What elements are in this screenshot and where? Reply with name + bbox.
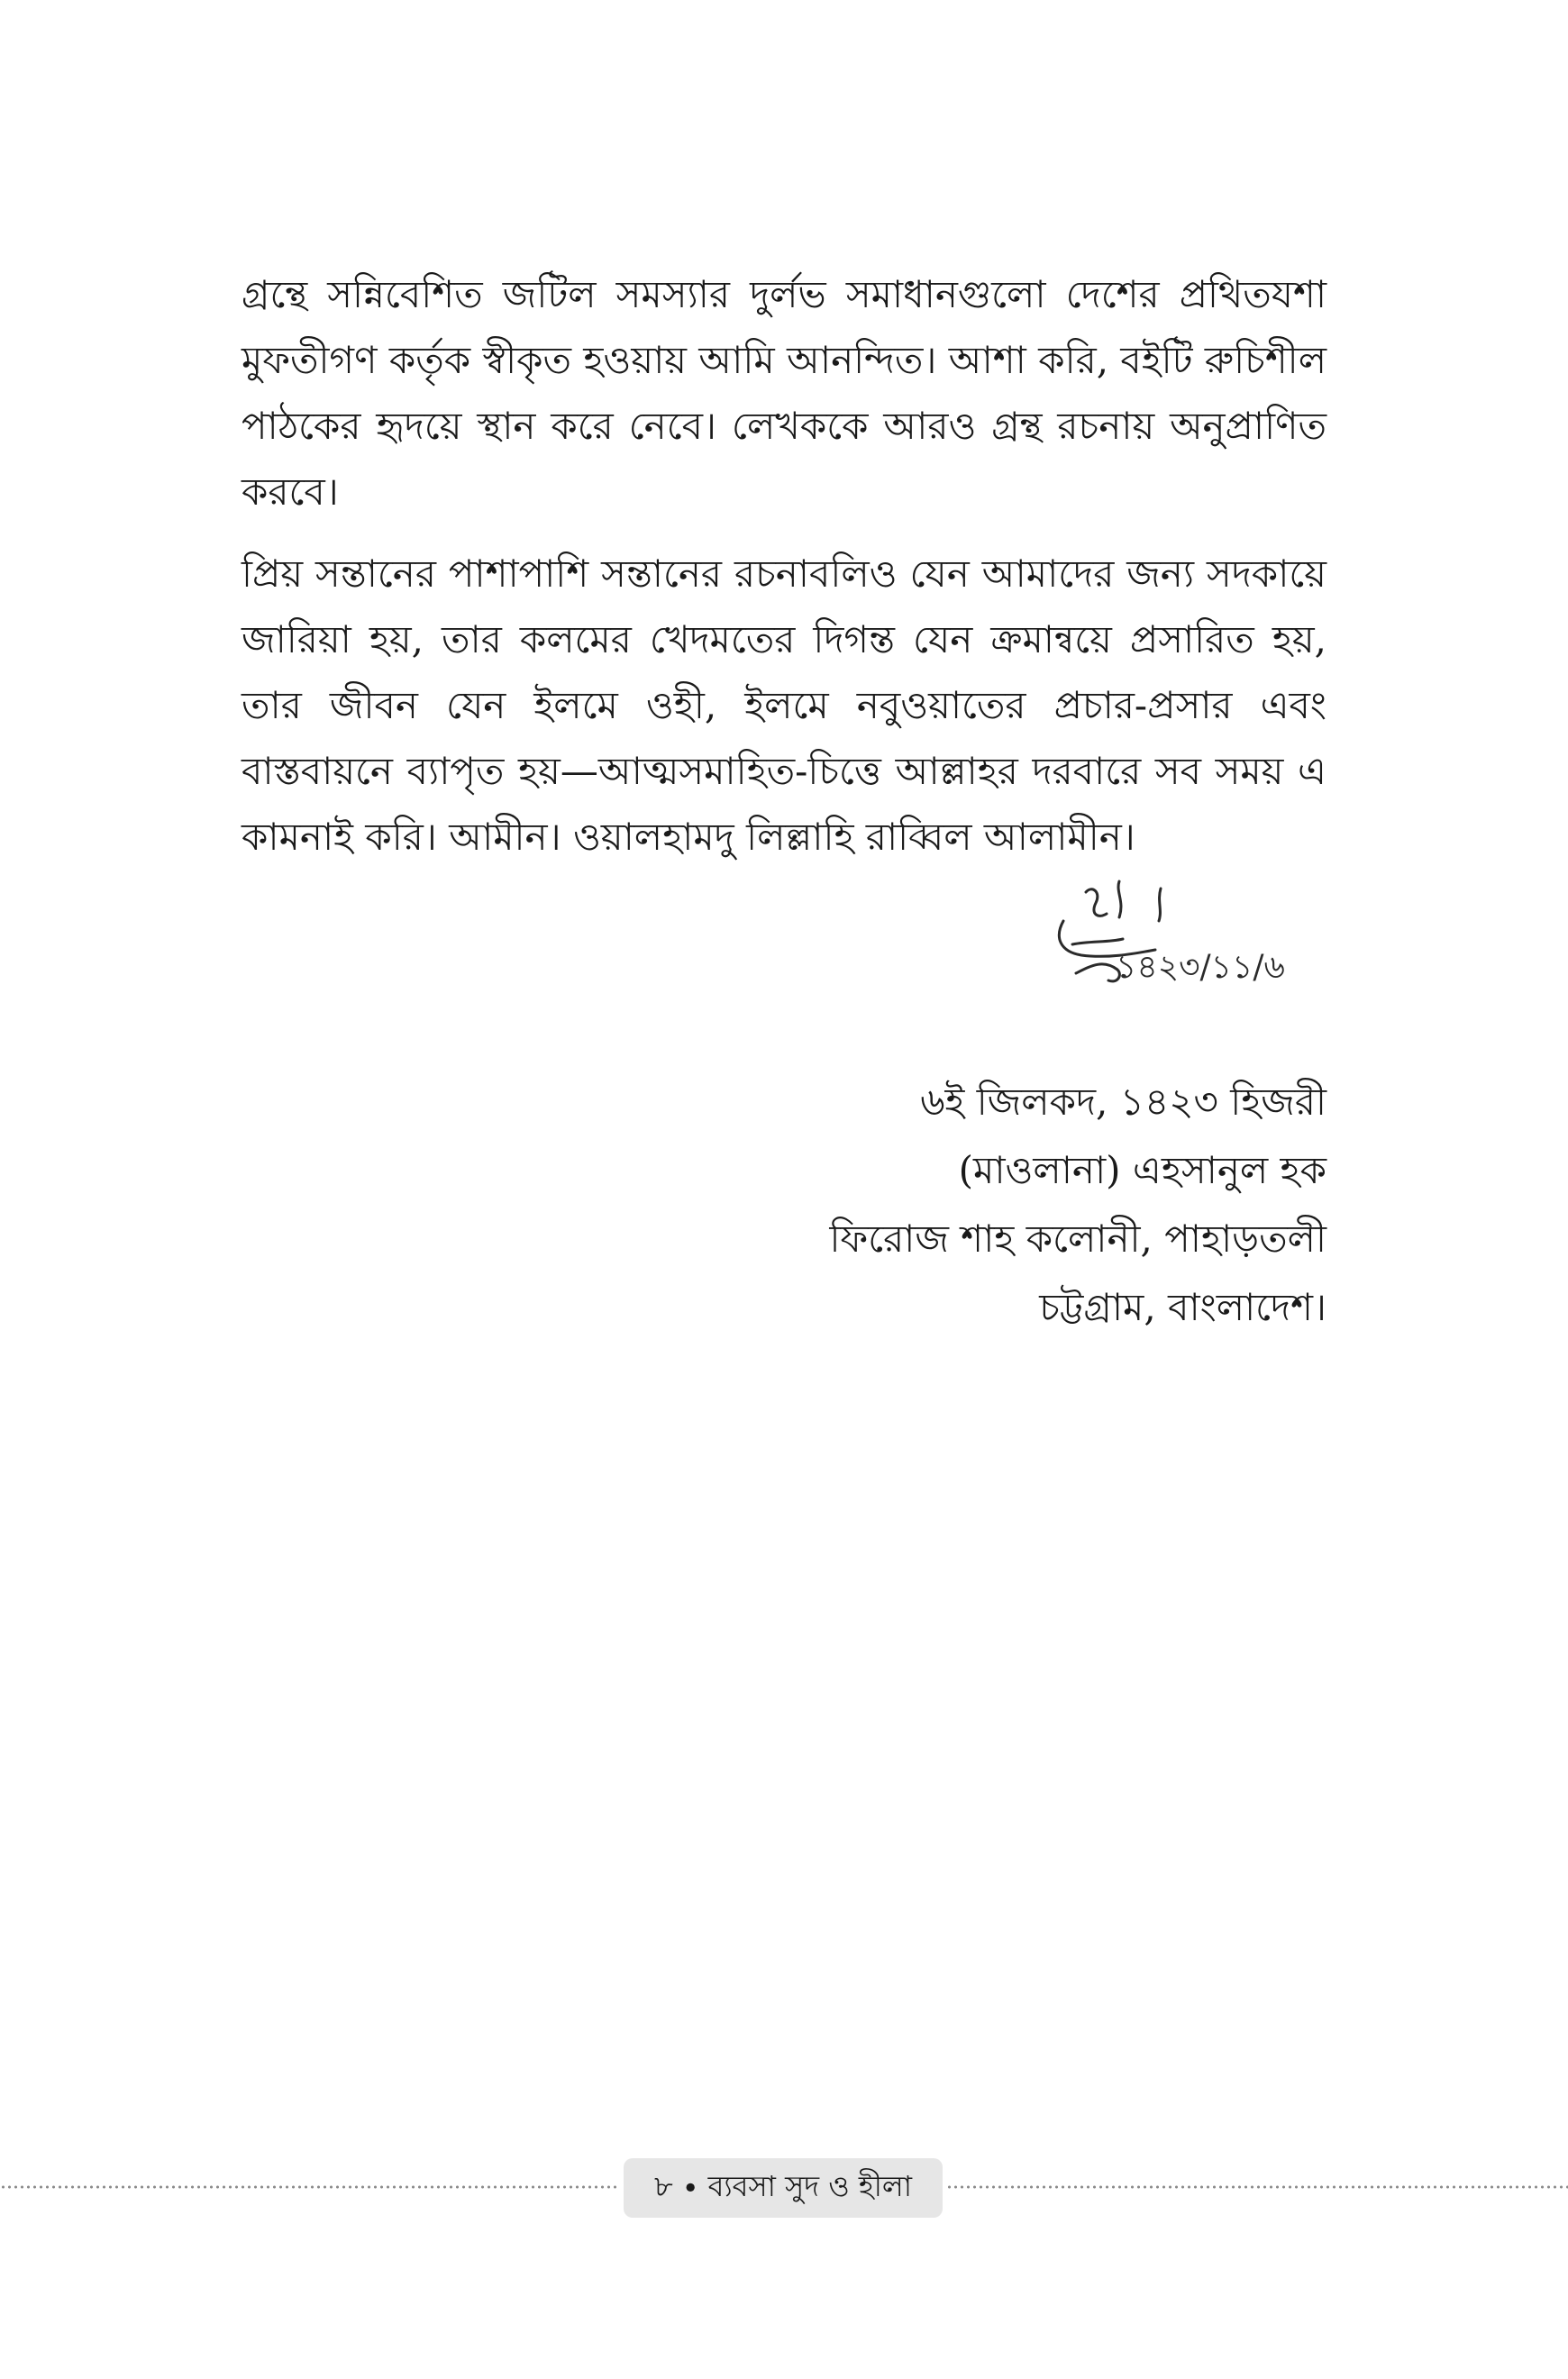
signature-name: (মাওলানা) এহসানুল হক xyxy=(958,1148,1326,1192)
book-title: ব্যবসা সুদ ও হীলা xyxy=(707,2169,913,2203)
footer-badge xyxy=(624,2158,943,2218)
signature-block xyxy=(829,1068,1326,1342)
signature-address-line-1: ফিরোজ শাহ কলোনী, পাহাড়তলী xyxy=(829,1217,1326,1261)
main-content xyxy=(242,261,1326,886)
paragraph-2: প্রিয় সন্তানের পাশাপাশি সন্তানের রচনাবলিও যেন আমাদের জন্য সদকায়ে জারিয়া হয়, তার কলমের খেদমতের দিগন্ত যেন ক্রমান্বয়ে প্রসারিত হয়, তার জীবন যেন ইলমে ওহী, ইলমে নবুওয়াতের প্রচার-প্রসার এবং বাস্তবায়নে ব্যাপৃত হয়—আত্মসমাহিত-চিত্তে আল্লাহর দরবারে সব সময় এ কামনাই করি। আমীন। ওয়ালহামদু লিল্লাহি রাব্বিল আলামীন। xyxy=(242,551,1326,859)
signature-date-text: ১৪২৩/১১/৬ xyxy=(1116,949,1285,986)
page-number: ৮ xyxy=(653,2169,673,2203)
signature-date: ৬ই জিলকদ, ১৪২৩ হিজরী xyxy=(920,1080,1326,1124)
signature-address-line-2: চট্টগ্রাম, বাংলাদেশ। xyxy=(1039,1285,1326,1329)
paragraph-1: গ্রন্থে সন্নিবেশিত জটিল সমস্যার দুর্লভ সমাধানগুলো দেশের প্রথিতযশা মুফতীগণ কর্তৃক স্বীকৃত হওয়ায় আমি আনন্দিত। আশা করি, বইটি রুচিশীল পাঠকের হৃদয়ে স্থান করে নেবে। লেখককে আরও গ্রন্থ রচনায় অনুপ্রাণিত করবে। xyxy=(242,272,1326,514)
handwritten-signature xyxy=(1036,865,1307,1018)
footer-rule-right xyxy=(946,2183,1568,2192)
footer-rule-left xyxy=(0,2183,620,2192)
footer-separator: • xyxy=(681,2171,699,2205)
